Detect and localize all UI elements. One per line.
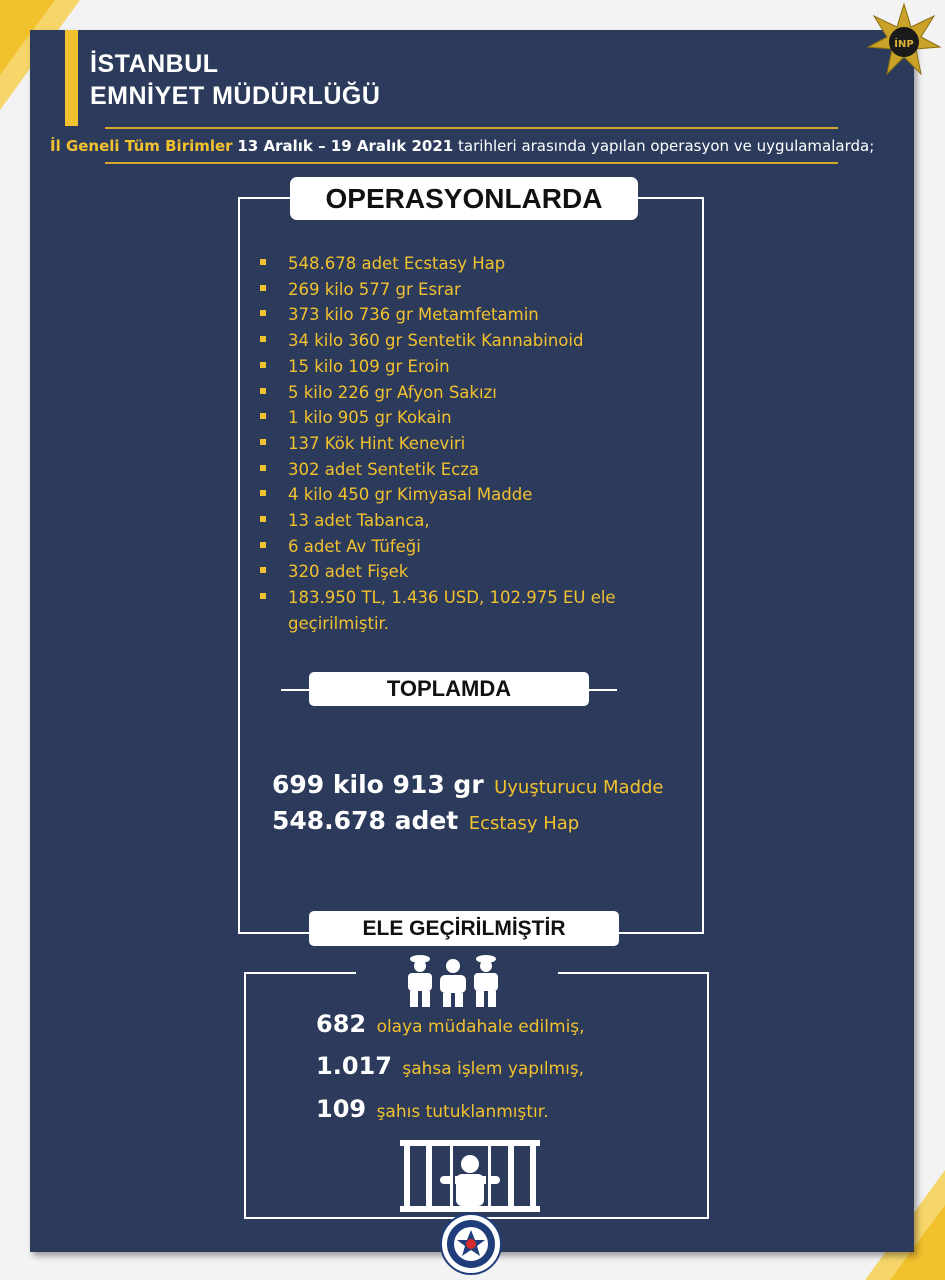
title-line-2: EMNİYET MÜDÜRLÜĞÜ (90, 82, 381, 110)
bullet-square-icon (260, 310, 266, 316)
seizure-item-text: 34 kilo 360 gr Sentetik Kannabinoid (288, 331, 584, 351)
page-title (90, 48, 380, 112)
seizure-item-text: 183.950 TL, 1.436 USD, 102.975 EU ele geçirilmiştir. (288, 588, 616, 633)
bullet-square-icon (260, 388, 266, 394)
seizure-item-text: 269 kilo 577 gr Esrar (288, 279, 461, 299)
bullet-square-icon (260, 336, 266, 342)
operations-heading: OPERASYONLARDA (290, 177, 638, 220)
totals-dash-right (589, 689, 617, 691)
bullet-square-icon (260, 593, 266, 599)
seizure-item (258, 482, 658, 508)
bullet-square-icon (260, 516, 266, 522)
seizure-item-text: 5 kilo 226 gr Afyon Sakızı (288, 382, 497, 402)
stat-arrests-value: 109 (316, 1095, 367, 1123)
seizure-item-text: 13 adet Tabanca, (288, 511, 430, 531)
star-badge-logo-icon (866, 2, 942, 78)
seizure-item (258, 302, 658, 328)
seizure-item (258, 354, 658, 380)
bullet-square-icon (260, 490, 266, 496)
seizure-item-text: 4 kilo 450 gr Kimyasal Madde (288, 485, 533, 505)
jail-cell-icon (400, 1140, 540, 1212)
bullet-square-icon (260, 259, 266, 265)
police-officers-icon (400, 951, 506, 1009)
seizure-item (258, 380, 658, 406)
stat-persons (316, 1052, 584, 1080)
stat-arrests-label: şahıs tutuklanmıştır. (376, 1102, 549, 1122)
bullet-square-icon (260, 285, 266, 291)
seizure-item-text: 320 adet Fişek (288, 562, 409, 582)
seizure-item-text: 15 kilo 109 gr Eroin (288, 356, 450, 376)
bullet-square-icon (260, 413, 266, 419)
police-emblem-icon (439, 1212, 503, 1276)
total-drugs-label: Uyuşturucu Madde (494, 777, 664, 798)
seizure-item-text: 6 adet Av Tüfeği (288, 536, 421, 556)
seizure-item (258, 534, 658, 560)
total-ecstasy (272, 806, 579, 835)
totals-dash-left (281, 689, 309, 691)
bullet-square-icon (260, 439, 266, 445)
total-ecstasy-label: Ecstasy Hap (468, 813, 580, 834)
logo-text: İNP (894, 39, 914, 50)
seizure-item-text: 302 adet Sentetik Ecza (288, 459, 480, 479)
seizure-item (258, 431, 658, 457)
stat-incidents (316, 1010, 585, 1038)
bullet-square-icon (260, 567, 266, 573)
intro-line-bottom (105, 162, 838, 164)
seizure-item (258, 277, 658, 303)
stat-persons-value: 1.017 (316, 1052, 392, 1080)
seizure-item (258, 559, 658, 585)
seizure-item-text: 137 Kök Hint Keneviri (288, 433, 466, 453)
total-ecstasy-value: 548.678 adet (272, 806, 459, 835)
seizure-item (258, 457, 658, 483)
stat-incidents-label: olaya müdahale edilmiş, (376, 1017, 585, 1037)
intro-dates: 13 Aralık – 19 Aralık 2021 (237, 137, 454, 155)
total-drugs-value: 699 kilo 913 gr (272, 770, 484, 799)
stat-incidents-value: 682 (316, 1010, 367, 1038)
seizure-item (258, 585, 658, 636)
bullet-square-icon (260, 362, 266, 368)
seizure-item-text: 373 kilo 736 gr Metamfetamin (288, 305, 539, 325)
seizure-item (258, 405, 658, 431)
intro-rest: tarihleri arasında yapılan operasyon ve uygulamalarda; (458, 137, 875, 155)
bullet-square-icon (260, 542, 266, 548)
bullet-square-icon (260, 465, 266, 471)
seizure-item (258, 251, 658, 277)
seizure-item (258, 508, 658, 534)
total-drugs (272, 770, 664, 799)
totals-heading: TOPLAMDA (309, 672, 589, 706)
intro-line-top (105, 127, 838, 129)
seizure-item-text: 1 kilo 905 gr Kokain (288, 408, 452, 428)
stat-arrests (316, 1095, 549, 1123)
seized-heading: ELE GEÇİRİLMİŞTİR (309, 911, 619, 946)
seizure-item (258, 328, 658, 354)
intro-units: İl Geneli Tüm Birimler (50, 137, 233, 155)
title-accent-bar (65, 30, 78, 126)
stat-persons-label: şahsa işlem yapılmış, (402, 1059, 585, 1079)
title-line-1: İSTANBUL (90, 50, 219, 78)
seizure-item-text: 548.678 adet Ecstasy Hap (288, 254, 506, 273)
intro-text (50, 137, 910, 155)
seizure-list (258, 251, 658, 637)
